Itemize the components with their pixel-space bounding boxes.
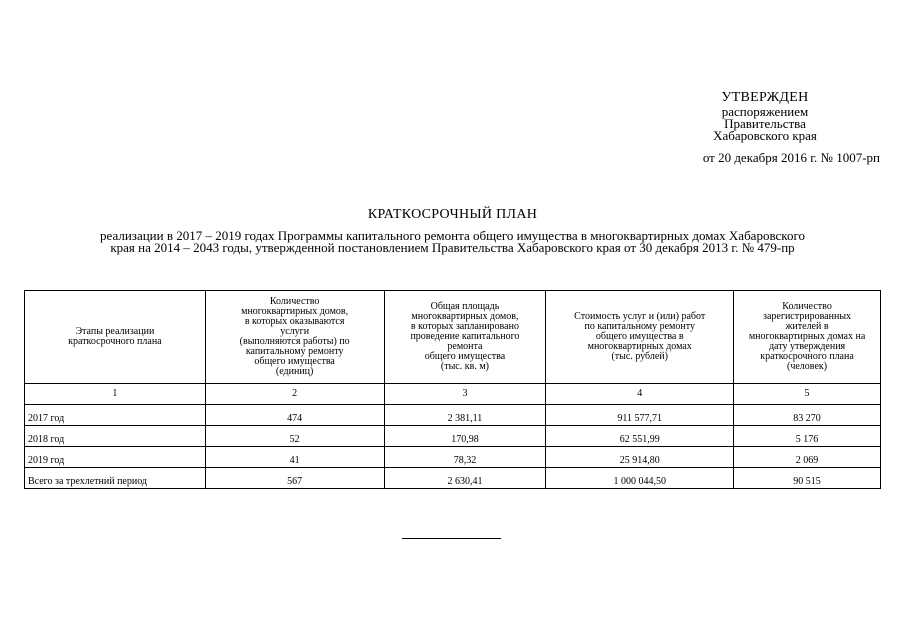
approval-line-government: Правительства <box>724 116 806 131</box>
approval-date: от 20 декабря 2016 г. № 1007-рп <box>702 150 880 165</box>
approval-line-decree: распоряжением <box>721 104 809 119</box>
stage-cell: 2017 год <box>25 405 206 426</box>
approved-stamp: УТВЕРЖДЕН <box>721 90 809 105</box>
header-houses-count <box>205 291 384 384</box>
stage-cell: 2019 год <box>25 447 206 468</box>
houses-cell: 567 <box>205 468 384 489</box>
houses-cell: 41 <box>205 447 384 468</box>
header-cost-text: Стоимость услуг и (или) работ по капитальному ремонту общего имущества в многоквартирных домах (тыс. рублей) <box>574 311 706 362</box>
approval-block <box>600 90 905 165</box>
plan-subtitle-line-2: края на 2014 – 2043 годы, утвержденной постановлением Правительства Хабаровского края от 30 декабря 2013 г. № 479-пр <box>110 240 795 255</box>
header-stages-text: Этапы реализации краткосрочного плана <box>68 326 162 347</box>
area-cell: 2 630,41 <box>384 468 546 489</box>
houses-cell: 52 <box>205 426 384 447</box>
cost-cell: 911 577,71 <box>546 405 734 426</box>
plan-table <box>24 290 881 489</box>
cost-cell: 25 914,80 <box>546 447 734 468</box>
residents-cell: 5 176 <box>734 426 881 447</box>
column-number: 3 <box>384 384 546 405</box>
column-number: 5 <box>734 384 881 405</box>
column-number: 1 <box>25 384 206 405</box>
table-row <box>25 426 881 447</box>
table-row <box>25 447 881 468</box>
plan-subtitle <box>30 230 875 254</box>
area-cell: 2 381,11 <box>384 405 546 426</box>
houses-cell: 474 <box>205 405 384 426</box>
plan-title: КРАТКОСРОЧНЫЙ ПЛАН <box>367 207 538 222</box>
column-number-row <box>25 384 881 405</box>
header-total-area <box>384 291 546 384</box>
table-header-row <box>25 291 881 384</box>
approval-line-region: Хабаровского края <box>713 128 817 143</box>
table-row-total <box>25 468 881 489</box>
header-residents <box>734 291 881 384</box>
cost-cell: 1 000 044,50 <box>546 468 734 489</box>
area-cell: 170,98 <box>384 426 546 447</box>
residents-cell: 2 069 <box>734 447 881 468</box>
header-houses-count-text: Количество многоквартирных домов, в которых оказываются услуги (выполняются работы) по капитальному ремонту общего имущества (единиц) <box>239 296 350 377</box>
plan-subtitle-line-1: реализации в 2017 – 2019 годах Программы капитального ремонта общего имущества в многоквартирных домах Хабаровского <box>100 228 805 243</box>
residents-cell: 90 515 <box>734 468 881 489</box>
stage-cell: Всего за трехлетний период <box>25 468 206 489</box>
header-stages <box>25 291 206 384</box>
area-cell: 78,32 <box>384 447 546 468</box>
header-residents-text: Количество зарегистрированных жителей в многоквартирных домах на дату утверждения краткосрочного плана (человек) <box>748 301 866 372</box>
header-cost <box>546 291 734 384</box>
cost-cell: 62 551,99 <box>546 426 734 447</box>
column-number: 4 <box>546 384 734 405</box>
column-number: 2 <box>205 384 384 405</box>
residents-cell: 83 270 <box>734 405 881 426</box>
stage-cell: 2018 год <box>25 426 206 447</box>
header-total-area-text: Общая площадь многоквартирных домов, в которых запланировано проведение капитального ремонта общего имущества (тыс. кв. м) <box>410 301 520 372</box>
footer-divider <box>402 538 501 539</box>
table-row <box>25 405 881 426</box>
